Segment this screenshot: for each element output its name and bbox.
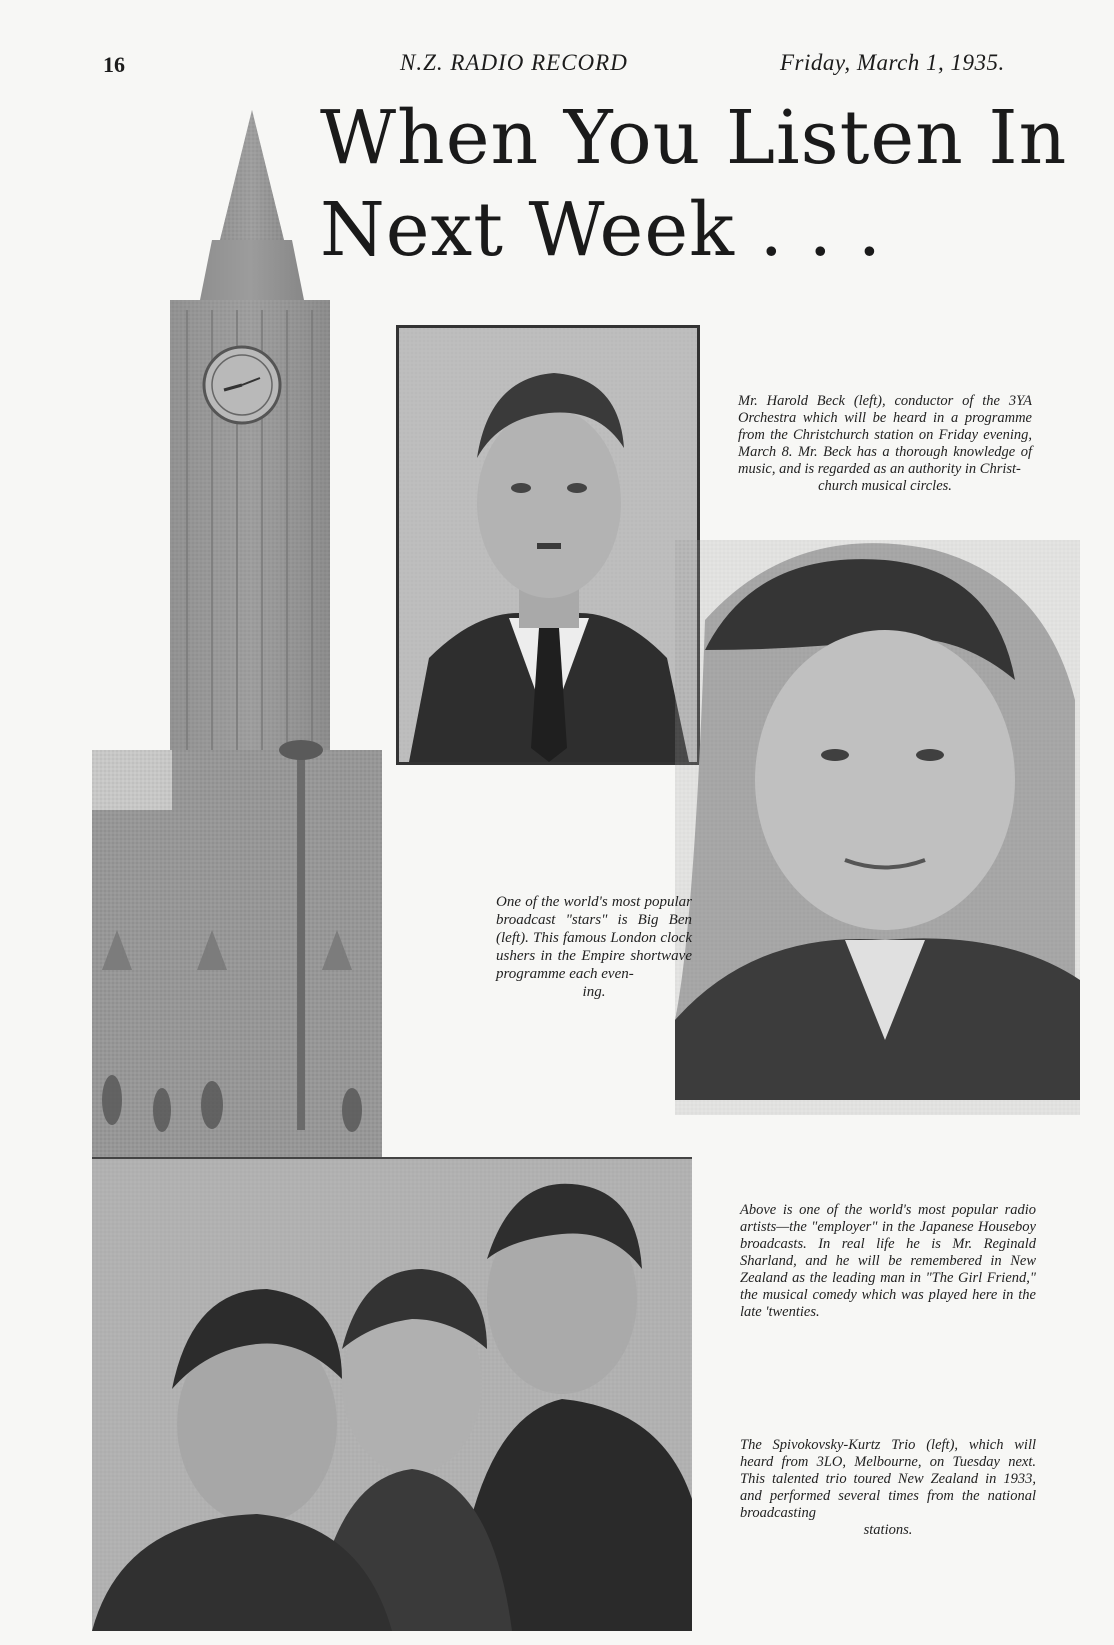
page-number: 16 <box>103 52 125 77</box>
caption-harold-beck <box>738 393 1032 495</box>
big-ben-photo <box>92 110 402 1160</box>
caption-harold-beck-body: Mr. Harold Beck (left), conductor of the 3YA Orchestra which will be heard in a programme from the Christchurch station on Friday evening, March 8. Mr. Beck has a thorough knowledge of music, and is regarded as an authority in Christ- <box>738 393 1032 477</box>
caption-big-ben-last-line: ing. <box>582 984 606 1000</box>
caption-harold-beck-last-line: church musical circles. <box>818 478 952 494</box>
caption-big-ben-body: One of the world's most popular broadcast "stars" is Big Ben (left). This famous London clock ushers in the Empire shortwave programme each even- <box>496 894 692 982</box>
headline-line-2: Next Week . . . <box>320 187 883 273</box>
trio-portrait-icon <box>92 1159 692 1631</box>
issue-date: Friday, March 1, 1935. <box>780 50 1005 75</box>
harold-beck-portrait-icon <box>399 328 697 762</box>
caption-trio-body: The Spivokovsky-Kurtz Trio (left), which will heard from 3LO, Melbourne, on Tuesday next. This talented trio toured New Zealand in 1933, and performed several times from the national broadcasting <box>740 1437 1036 1521</box>
caption-big-ben <box>496 893 692 1001</box>
caption-trio <box>740 1437 1036 1539</box>
masthead: N.Z. RADIO RECORD <box>400 50 628 75</box>
headline-line-1: When You Listen In <box>320 95 1068 181</box>
caption-trio-last-line: stations. <box>863 1522 913 1538</box>
spivokovsky-kurtz-trio-photo <box>92 1157 692 1631</box>
harold-beck-photo <box>396 325 700 765</box>
caption-reginald-sharland: Above is one of the world's most popular radio artists—the "employer" in the Japanese Houseboy broadcasts. In real life he is Mr. Reginald Sharland, and he will be remembered in New Zealand as the leading man in "The Girl Friend," the musical comedy which was played here in the late 'twenties. <box>740 1202 1036 1320</box>
headline <box>320 92 1100 276</box>
reginald-sharland-photo <box>675 540 1080 1115</box>
